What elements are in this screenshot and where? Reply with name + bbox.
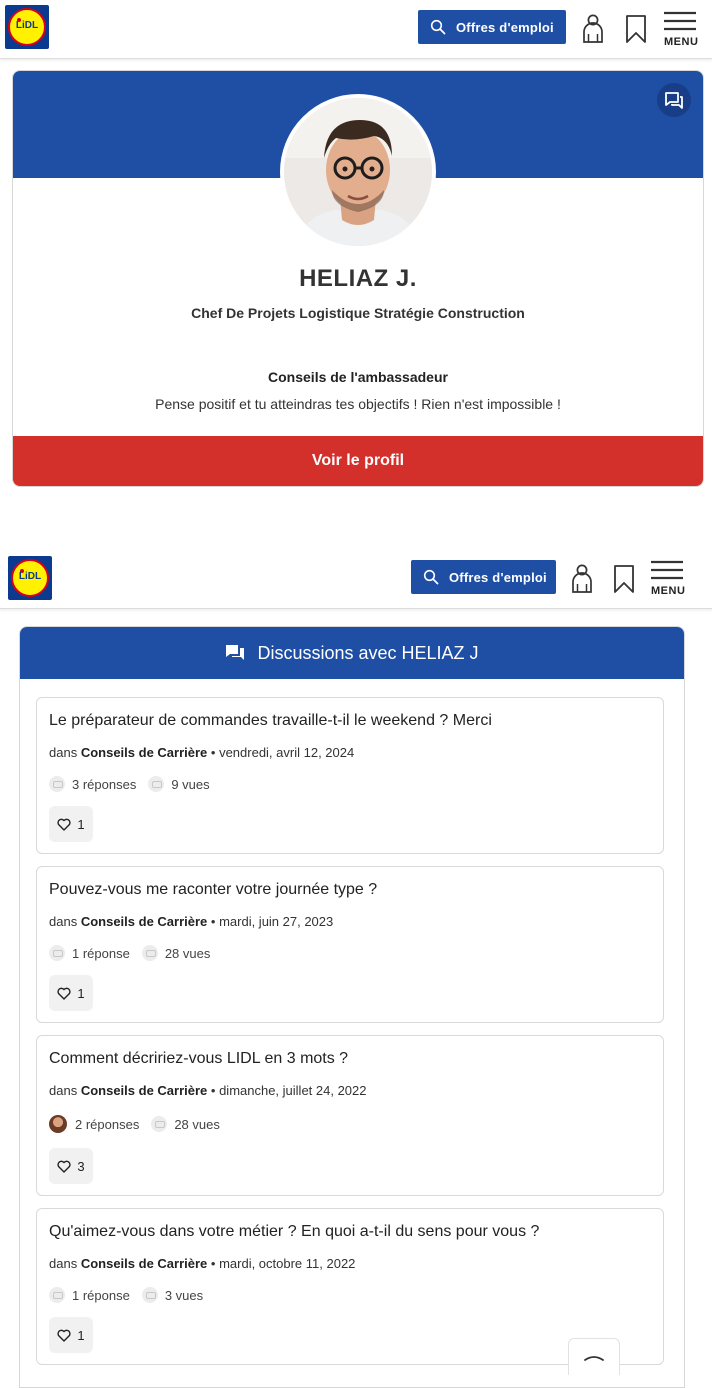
view-profile-button[interactable]: Voir le profil	[13, 436, 703, 486]
ambassador-avatar	[280, 94, 436, 250]
second-header	[0, 550, 712, 609]
ambassador-photo	[284, 98, 432, 246]
views-icon	[151, 1116, 167, 1132]
replies-count: 2 réponses	[75, 1116, 140, 1132]
post-meta: dans Conseils de Carrière • mardi, octobre 11, 2022	[49, 1256, 356, 1271]
logo-text: LiDL	[15, 20, 39, 31]
post-date: • mardi, octobre 11, 2022	[210, 1256, 356, 1271]
replier-avatar	[49, 1115, 67, 1133]
like-button[interactable]	[49, 1317, 93, 1353]
views-count: 28 vues	[164, 945, 211, 961]
hamburger-menu-icon[interactable]	[663, 11, 697, 33]
like-count: 1	[77, 816, 85, 832]
post-meta: dans Conseils de Carrière • vendredi, avril 12, 2024	[49, 745, 355, 760]
views-count: 9 vues	[171, 776, 210, 792]
advice-text: Pense positif et tu atteindras tes objectifs ! Rien n'est impossible !	[155, 396, 561, 412]
job-offers-button[interactable]	[411, 560, 556, 594]
views-icon	[142, 1287, 158, 1303]
post-category[interactable]: Conseils de Carrière	[80, 914, 208, 929]
post-stats	[49, 776, 222, 792]
like-count: 1	[77, 1327, 85, 1343]
post-category[interactable]: Conseils de Carrière	[80, 1083, 208, 1098]
post-stats	[49, 945, 222, 961]
bookmark-icon[interactable]	[625, 14, 647, 44]
like-count: 3	[77, 1158, 85, 1174]
post-stats	[49, 1287, 215, 1303]
post-date: • dimanche, juillet 24, 2022	[210, 1083, 367, 1098]
like-button[interactable]	[49, 806, 93, 842]
post-category[interactable]: Conseils de Carrière	[80, 745, 208, 760]
replies-icon	[49, 945, 65, 961]
heart-icon	[57, 818, 71, 831]
replies-count: 1 réponse	[72, 1287, 130, 1303]
post-title[interactable]: Qu'aimez-vous dans votre métier ? En quoi a-t-il du sens pour vous ?	[49, 1223, 540, 1240]
views-icon	[148, 776, 164, 792]
post-date: • mardi, juin 27, 2023	[210, 914, 334, 929]
discussion-post[interactable]	[36, 1035, 664, 1196]
logo-text: LiDL	[18, 571, 42, 582]
replies-icon	[49, 776, 65, 792]
chevron-up-icon	[583, 1352, 605, 1362]
chat-button[interactable]	[657, 83, 691, 117]
post-title[interactable]: Le préparateur de commandes travaille-t-il le weekend ? Merci	[49, 712, 492, 729]
heart-icon	[57, 1329, 71, 1342]
views-count: 3 vues	[164, 1287, 204, 1303]
like-button[interactable]	[49, 975, 93, 1011]
views-count: 28 vues	[174, 1116, 220, 1132]
post-meta: dans Conseils de Carrière • dimanche, juillet 24, 2022	[49, 1083, 367, 1098]
discussions-heading: Discussions avec HELIAZ J	[257, 642, 479, 663]
post-category[interactable]: Conseils de Carrière	[80, 1256, 208, 1271]
post-title[interactable]: Pouvez-vous me raconter votre journée type ?	[49, 881, 378, 898]
user-icon[interactable]	[570, 564, 594, 594]
search-icon	[423, 569, 439, 585]
search-icon	[430, 19, 446, 35]
top-header	[0, 0, 712, 59]
post-meta: dans Conseils de Carrière • mardi, juin 27, 2023	[49, 914, 334, 929]
scroll-to-top-button[interactable]	[568, 1338, 620, 1375]
lidl-logo[interactable]	[5, 5, 49, 49]
user-icon[interactable]	[581, 14, 605, 44]
job-offers-label: Offres d'emploi	[449, 569, 547, 585]
ambassador-role: Chef De Projets Logistique Stratégie Construction	[191, 305, 525, 321]
job-offers-label: Offres d'emploi	[456, 19, 554, 35]
bookmark-icon[interactable]	[613, 564, 635, 594]
job-offers-button[interactable]	[418, 10, 566, 44]
chat-icon	[225, 644, 245, 662]
like-count: 1	[77, 985, 85, 1001]
discussions-card	[19, 626, 685, 1388]
ambassador-profile-card	[12, 70, 704, 487]
post-title[interactable]: Comment décririez-vous LIDL en 3 mots ?	[49, 1050, 349, 1067]
heart-icon	[57, 987, 71, 1000]
lidl-logo[interactable]	[8, 556, 52, 600]
replies-count: 3 réponses	[72, 776, 137, 792]
post-date: • vendredi, avril 12, 2024	[210, 745, 355, 760]
menu-label[interactable]: MENU	[664, 36, 699, 48]
discussion-post[interactable]	[36, 697, 664, 854]
replies-icon	[49, 1287, 65, 1303]
replies-count: 1 réponse	[72, 945, 130, 961]
heart-icon	[57, 1160, 71, 1173]
post-stats	[49, 1115, 232, 1133]
discussions-header	[20, 627, 684, 679]
menu-label[interactable]: MENU	[651, 585, 686, 597]
like-button[interactable]	[49, 1148, 93, 1184]
discussion-post[interactable]	[36, 866, 664, 1023]
ambassador-name: HELIAZ J.	[299, 265, 417, 292]
advice-heading: Conseils de l'ambassadeur	[268, 369, 448, 385]
views-icon	[142, 945, 158, 961]
chat-icon	[664, 91, 684, 109]
hamburger-menu-icon[interactable]	[650, 560, 684, 582]
